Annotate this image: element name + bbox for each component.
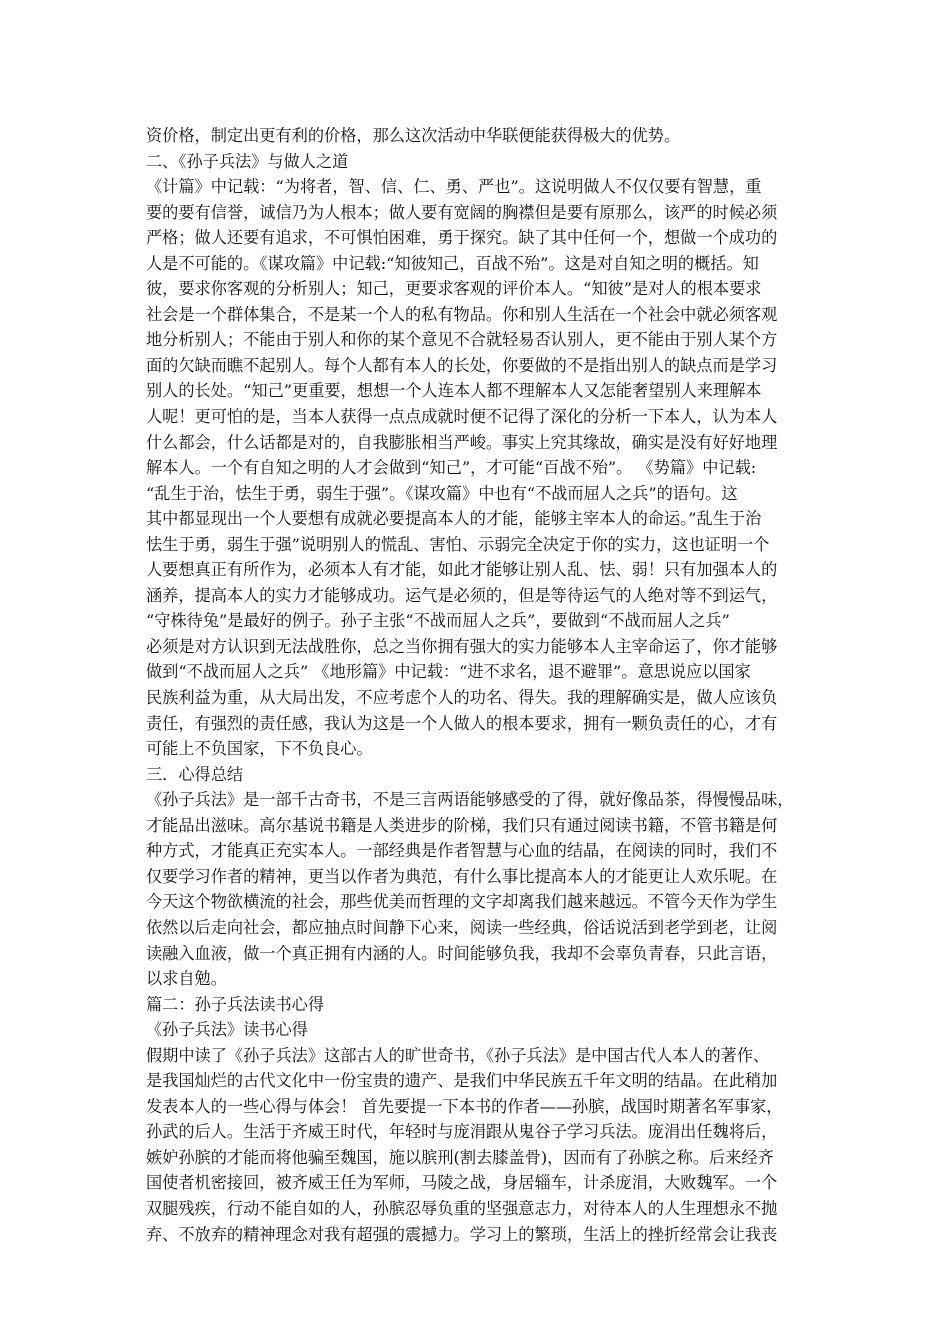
- text-line: 彼，要求你客观的分析别人；知己，更要求客观的评价本人。“知彼”是对人的根本要求: [146, 279, 762, 299]
- text-line: 双腿残疾，行动不能自如的人，孙膑忍辱负重的坚强意志力，对待本人的人生理想永不抛: [146, 1198, 778, 1218]
- text-line: 弃、不放弃的精神理念对我有超强的震撼力。学习上的繁琐，生活上的挫折经常会让我丧: [146, 1224, 778, 1244]
- document-page: [146, 123, 810, 1247]
- text-line: 假期中读了《孙子兵法》这部古人的旷世奇书，《孙子兵法》是中国古代人本人的著作、: [146, 1045, 770, 1065]
- body-paragraph: [146, 123, 810, 149]
- text-line: 篇二：孙子兵法读书心得: [146, 994, 325, 1014]
- text-line: 责任，有强烈的责任感，我认为这是一个人做人的根本要求，拥有一颗负责任的心，才有: [146, 713, 778, 733]
- text-line: 做到“不战而屈人之兵” 《地形篇》中记载：“进不求名，退不避罪”。意思说应以国家: [146, 662, 751, 682]
- text-line: 其中都显现出一个人要想有成就必要提高本人的才能，能够主宰本人的命运。”乱生于治: [146, 509, 762, 529]
- text-line: “乱生于治，怯生于勇，弱生于强”。《谋攻篇》中也有“不战而屈人之兵”的语句。这: [146, 483, 738, 503]
- text-line: 是我国灿烂的古代文化中一份宝贵的遗产、是我们中华民族五千年文明的结晶。在此稍加: [146, 1071, 778, 1091]
- text-line: 三．心得总结: [146, 764, 244, 784]
- text-line: 才能品出滋味。高尔基说书籍是人类进步的阶梯，我们只有通过阅读书籍，不管书籍是何: [146, 815, 778, 835]
- text-line: 怯生于勇，弱生于强”说明别人的慌乱、害怕、示弱完全决定于你的实力，这也证明一个: [146, 534, 770, 554]
- text-line: 种方式，才能真正充实本人。一部经典是作者智慧与心血的结晶，在阅读的同时，我们不: [146, 841, 778, 861]
- text-line: 依然以后走向社会，都应抽点时间静下心来，阅读一些经典，俗话说活到老学到老，让阅: [146, 917, 778, 937]
- text-line: 读融入血液，做一个真正拥有内涵的人。时间能够负我，我却不会辜负青春，只此言语，: [146, 943, 778, 963]
- text-line: 民族利益为重，从大局出发，不应考虑个人的功名、得失。我的理解确实是，做人应该负: [146, 688, 778, 708]
- text-line: 地分析别人；不能由于别人和你的某个意见不合就轻易否认别人，更不能由于别人某个方: [146, 330, 778, 350]
- text-line: 可能上不负国家，下不负良心。: [146, 739, 373, 759]
- text-line: 仅要学习作者的精神，更当以作者为典范，有什么事比提高本人的才能更让人欢乐呢。在: [146, 866, 778, 886]
- text-line: 涵养，提高本人的实力才能够成功。运气是必须的，但是等待运气的人绝对等不到运气，: [146, 585, 778, 605]
- text-line: 发表本人的一些心得与体会！ 首先要提一下本书的作者——孙膑，战国时期著名军事家，: [146, 1096, 783, 1116]
- text-line: 以求自勉。: [146, 969, 227, 989]
- text-line: 社会是一个群体集合，不是某一个人的私有物品。你和别人生活在一个社会中就必须客观: [146, 304, 778, 324]
- text-line: 《孙子兵法》读书心得: [146, 1020, 308, 1040]
- text-line: 别人的长处。“知己”更重要，想想一个人连本人都不理解本人又怎能奢望别人来理解本: [146, 381, 762, 401]
- section-heading: [146, 149, 810, 175]
- text-line: 国使者机密接回，被齐威王任为军师，马陵之战，身居辎车，计杀庞涓，大败魏军。一个: [146, 1173, 778, 1193]
- text-line: 要的要有信誉，诚信乃为人根本；做人要有宽阔的胸襟但是要有原那么，该严的时候必须: [146, 202, 778, 222]
- text-line: 人呢！更可怕的是，当本人获得一点点成就时便不记得了深化的分析一下本人，认为本人: [146, 407, 778, 427]
- text-line: 解本人。一个有自知之明的人才会做到“知己”，才可能“百战不殆”。 《势篇》中记载:: [146, 458, 757, 478]
- section-subheading: [146, 1017, 810, 1043]
- text-line: 严格；做人还要有追求，不可惧怕困难，勇于探究。缺了其中任何一个，想做一个成功的: [146, 228, 778, 248]
- text-line: 资价格，制定出更有利的价格，那么这次活动中华联便能获得极大的优势。: [146, 126, 681, 145]
- text-line: 嫉妒孙膑的才能而将他骗至魏国，施以膑刑(割去膝盖骨)，因而有了孙膑之称。后来经齐: [146, 1147, 774, 1167]
- text-line: 面的欠缺而瞧不起别人。每个人都有本人的长处，你要做的不是指出别人的缺点而是学习: [146, 355, 778, 375]
- text-line: “守株待兔”是最好的例子。孙子主张“不战而屈人之兵”，要做到“不战而屈人之兵”: [146, 611, 730, 631]
- text-line: 什么都会，什么话都是对的，自我膨胀相当严峻。事实上究其缘故，确实是没有好好地理: [146, 432, 778, 452]
- text-line: 人要想真正有所作为，必须本人有才能，如此才能够让别人乱、怯、弱！只有加强本人的: [146, 560, 778, 580]
- text-line: 《孙子兵法》是一部千古奇书，不是三言两语能够感受的了得，就好像品茶，得慢慢品味，: [146, 790, 794, 810]
- text-line: 孙武的后人。生活于齐威王时代，年轻时与庞涓跟从鬼谷子学习兵法。庞涓出任魏将后，: [146, 1122, 778, 1142]
- text-line: 人是不可能的。《谋攻篇》中记载:“知彼知己，百战不殆”。这是对自知之明的概括。知: [146, 253, 759, 273]
- body-paragraph: [146, 1043, 810, 1247]
- body-paragraph: [146, 787, 810, 991]
- section-heading: [146, 762, 810, 788]
- text-line: 《计篇》中记载：“为将者，智、信、仁、勇、严也”。这说明做人不仅仅要有智慧，重: [146, 177, 762, 197]
- text-line: 必须是对方认识到无法战胜你，总之当你拥有强大的实力能够本人主宰命运了，你才能够: [146, 636, 778, 656]
- section-heading: [146, 992, 810, 1018]
- text-line: 二、《孙子兵法》与做人之道: [146, 151, 349, 171]
- text-line: 今天这个物欲横流的社会，那些优美而哲理的文字却离我们越来越远。不管今天作为学生: [146, 892, 778, 912]
- body-paragraph: [146, 174, 810, 762]
